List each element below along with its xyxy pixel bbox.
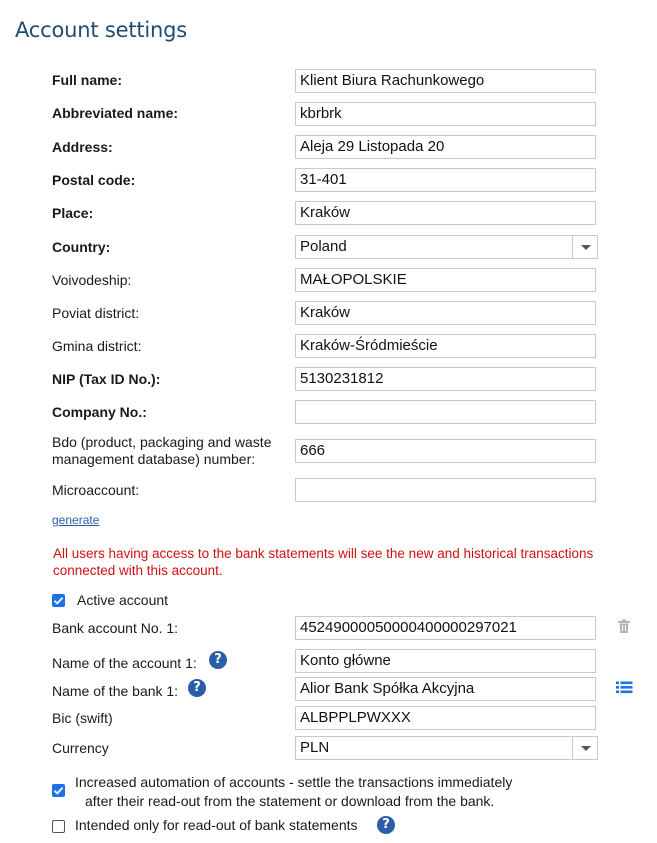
company-no-input[interactable]: [295, 400, 596, 424]
nip-input[interactable]: 5130231812: [295, 367, 596, 391]
trash-icon[interactable]: [617, 619, 631, 639]
country-label: Country:: [52, 239, 111, 255]
currency-label: Currency: [52, 740, 109, 756]
automation-label: [75, 773, 512, 811]
readout-only-checkbox[interactable]: [52, 820, 65, 833]
bank-account-no-label: Bank account No. 1:: [52, 620, 179, 636]
bank-name-label: Name of the bank 1:: [52, 683, 179, 699]
country-select[interactable]: [295, 235, 598, 259]
microaccount-input[interactable]: [295, 478, 596, 502]
active-account-checkbox[interactable]: [52, 594, 65, 607]
bic-input[interactable]: ALBPPLPWXXX: [295, 706, 596, 730]
full-name-input[interactable]: Klient Biura Rachunkowego: [295, 69, 596, 93]
postal-code-input[interactable]: 31-401: [295, 168, 596, 192]
postal-code-label: Postal code:: [52, 172, 136, 188]
poviat-label: Poviat district:: [52, 305, 140, 321]
voivodeship-input[interactable]: MAŁOPOLSKIE: [295, 268, 596, 292]
bank-account-no-input[interactable]: 45249000050000400000297021: [295, 616, 596, 640]
readout-only-label: Intended only for read-out of bank statements: [75, 817, 358, 833]
checkmark-icon: [53, 595, 64, 606]
abbreviated-name-input[interactable]: kbrbrk: [295, 102, 596, 126]
account-name-label: Name of the account 1:: [52, 655, 197, 671]
poviat-input[interactable]: Kraków: [295, 301, 596, 325]
bic-label: Bic (swift): [52, 710, 113, 726]
account-name-input[interactable]: Konto główne: [295, 649, 596, 673]
chevron-down-icon: [581, 245, 591, 250]
automation-label-line1: Increased automation of accounts - settle the transactions immediately: [75, 774, 513, 790]
bank-name-input[interactable]: Alior Bank Spółka Akcyjna: [295, 677, 596, 701]
warning-message: [53, 545, 613, 579]
gmina-label: Gmina district:: [52, 338, 142, 354]
address-input[interactable]: Aleja 29 Listopada 20: [295, 135, 596, 159]
currency-dropdown-button[interactable]: [572, 737, 597, 759]
checkmark-icon: [53, 785, 64, 796]
warning-line2: connected with this account.: [53, 563, 223, 578]
bdo-label: [52, 434, 271, 468]
place-input[interactable]: Kraków: [295, 201, 596, 225]
chevron-down-icon: [581, 746, 591, 751]
help-icon[interactable]: ?: [377, 816, 395, 834]
bdo-label-line2: management database) number:: [52, 451, 256, 467]
page-title: Account settings: [15, 18, 188, 42]
currency-select-value: PLN: [300, 739, 330, 756]
full-name-label: Full name:: [52, 72, 123, 88]
nip-label: NIP (Tax ID No.):: [52, 371, 161, 387]
active-account-label: Active account: [77, 592, 169, 608]
voivodeship-label: Voivodeship:: [52, 272, 132, 288]
company-no-label: Company No.:: [52, 404, 147, 420]
bdo-input[interactable]: 666: [295, 439, 596, 463]
country-dropdown-button[interactable]: [572, 236, 597, 258]
currency-select[interactable]: [295, 736, 598, 760]
abbreviated-name-label: Abbreviated name:: [52, 105, 179, 121]
help-icon[interactable]: ?: [188, 679, 206, 697]
list-icon[interactable]: [616, 681, 633, 699]
automation-label-line2: after their read-out from the statement or download from the bank.: [85, 793, 495, 809]
address-label: Address:: [52, 139, 113, 155]
help-icon[interactable]: ?: [209, 651, 227, 669]
microaccount-label: Microaccount:: [52, 482, 140, 498]
warning-line1: All users having access to the bank statements will see the new and historical transactions: [53, 546, 594, 561]
bdo-label-line1: Bdo (product, packaging and waste: [52, 434, 272, 450]
place-label: Place:: [52, 205, 94, 221]
generate-link[interactable]: generate: [52, 513, 100, 527]
gmina-input[interactable]: Kraków-Śródmieście: [295, 334, 596, 358]
country-select-value: Poland: [300, 238, 347, 255]
automation-checkbox[interactable]: [52, 784, 65, 797]
